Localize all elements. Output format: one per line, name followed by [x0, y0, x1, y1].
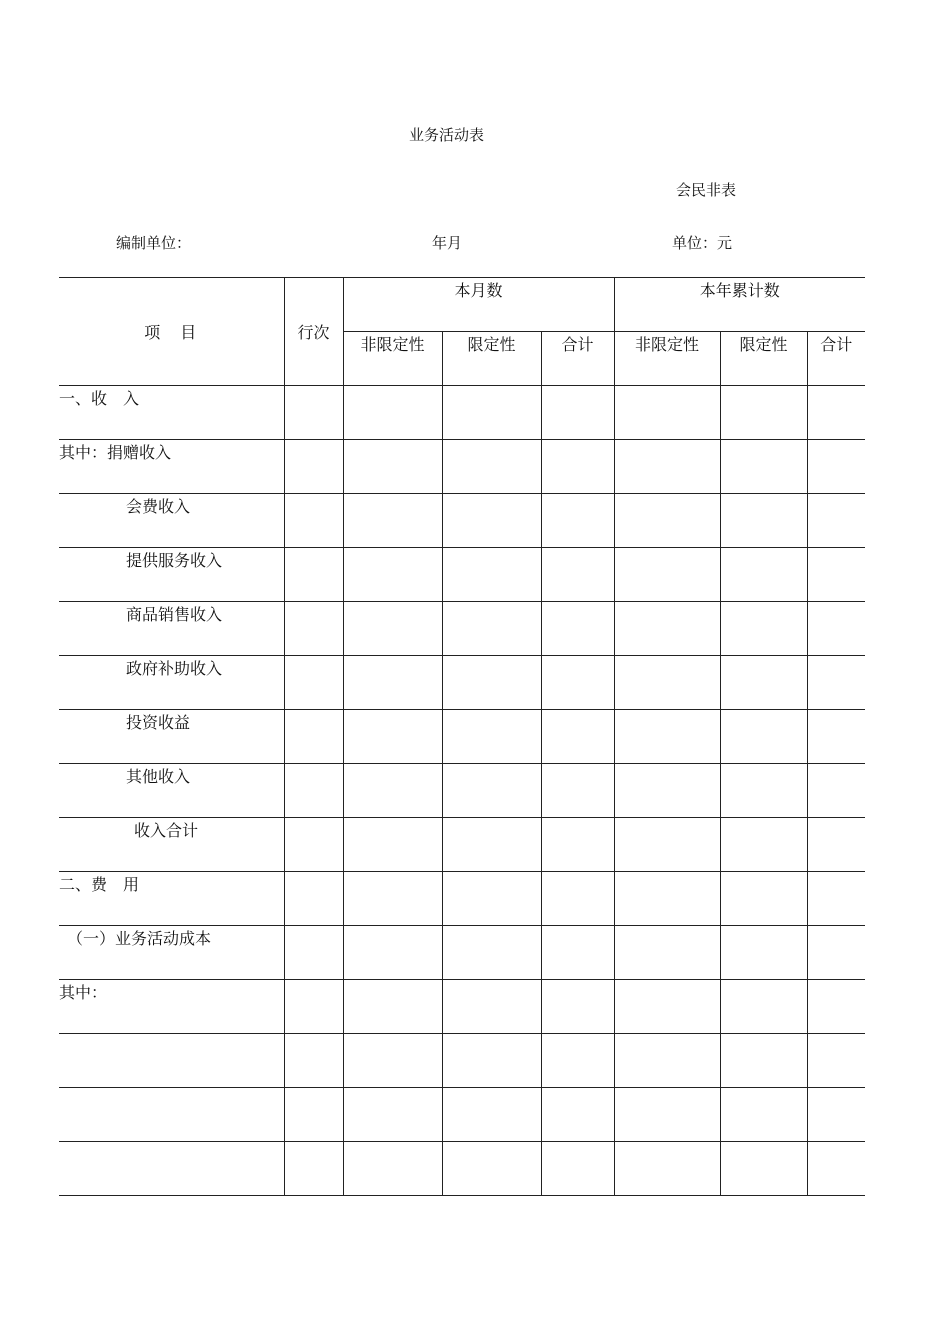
month-total-cell[interactable] [541, 656, 614, 710]
page-title: 业务活动表 [408, 126, 484, 144]
ytd-unrestricted-cell[interactable] [614, 980, 720, 1034]
ytd-unrestricted-cell[interactable] [614, 1088, 720, 1142]
ytd-restricted-cell[interactable] [720, 980, 807, 1034]
ytd-total-cell[interactable] [807, 440, 865, 494]
month-restricted-cell[interactable] [442, 602, 541, 656]
table-body [59, 386, 865, 1196]
header-month-unrestricted: 非限定性 [343, 332, 442, 386]
line-number-cell[interactable] [284, 872, 343, 926]
month-restricted-cell[interactable] [442, 1142, 541, 1196]
ytd-restricted-cell[interactable] [720, 440, 807, 494]
header-month-restricted: 限定性 [442, 332, 541, 386]
month-unrestricted-cell[interactable] [343, 872, 442, 926]
header-year-to-date: 本年累计数 [614, 278, 865, 332]
ytd-total-cell[interactable] [807, 548, 865, 602]
month-restricted-cell[interactable] [442, 440, 541, 494]
ytd-restricted-cell[interactable] [720, 872, 807, 926]
ytd-restricted-cell[interactable] [720, 548, 807, 602]
row-label: 投资收益 [59, 710, 284, 764]
month-unrestricted-cell[interactable] [343, 926, 442, 980]
table-row [59, 980, 865, 1034]
month-unrestricted-cell[interactable] [343, 980, 442, 1034]
month-restricted-cell[interactable] [442, 1034, 541, 1088]
month-total-cell[interactable] [541, 872, 614, 926]
row-label: 提供服务收入 [59, 548, 284, 602]
ytd-total-cell[interactable] [807, 764, 865, 818]
table-row [59, 1034, 865, 1088]
table-row [59, 386, 865, 440]
month-restricted-cell[interactable] [442, 386, 541, 440]
header-month-total: 合计 [541, 332, 614, 386]
ytd-unrestricted-cell[interactable] [614, 710, 720, 764]
ytd-total-cell[interactable] [807, 710, 865, 764]
ytd-total-cell[interactable] [807, 1142, 865, 1196]
ytd-restricted-cell[interactable] [720, 1088, 807, 1142]
month-unrestricted-cell[interactable] [343, 602, 442, 656]
month-unrestricted-cell[interactable] [343, 494, 442, 548]
ytd-unrestricted-cell[interactable] [614, 872, 720, 926]
month-restricted-cell[interactable] [442, 494, 541, 548]
month-total-cell[interactable] [541, 710, 614, 764]
table-row [59, 818, 865, 872]
table-row [59, 710, 865, 764]
ytd-total-cell[interactable] [807, 818, 865, 872]
month-total-cell[interactable] [541, 548, 614, 602]
month-total-cell[interactable] [541, 1034, 614, 1088]
header-item: 项 目 [59, 278, 284, 386]
header-line-number: 行次 [284, 278, 343, 386]
ytd-restricted-cell[interactable] [720, 1034, 807, 1088]
month-total-cell[interactable] [541, 494, 614, 548]
ytd-total-cell[interactable] [807, 980, 865, 1034]
row-label: 其他收入 [59, 764, 284, 818]
ytd-unrestricted-cell[interactable] [614, 1034, 720, 1088]
line-number-cell[interactable] [284, 764, 343, 818]
row-label: 收入合计 [59, 818, 284, 872]
month-unrestricted-cell[interactable] [343, 1034, 442, 1088]
organization-label: 编制单位： [116, 234, 192, 252]
line-number-cell[interactable] [284, 1088, 343, 1142]
period-label: 年月 [432, 234, 463, 252]
header-ytd-total: 合计 [807, 332, 865, 386]
ytd-unrestricted-cell[interactable] [614, 764, 720, 818]
month-restricted-cell[interactable] [442, 980, 541, 1034]
form-code: 会民非表 [676, 181, 737, 199]
unit-label: 单位：元 [672, 234, 733, 252]
row-label: （一）业务活动成本 [59, 926, 284, 980]
ytd-restricted-cell[interactable] [720, 764, 807, 818]
month-restricted-cell[interactable] [442, 818, 541, 872]
ytd-restricted-cell[interactable] [720, 602, 807, 656]
line-number-cell[interactable] [284, 494, 343, 548]
ytd-unrestricted-cell[interactable] [614, 440, 720, 494]
ytd-unrestricted-cell[interactable] [614, 548, 720, 602]
line-number-cell[interactable] [284, 440, 343, 494]
month-unrestricted-cell[interactable] [343, 1142, 442, 1196]
ytd-restricted-cell[interactable] [720, 710, 807, 764]
month-total-cell[interactable] [541, 818, 614, 872]
month-total-cell[interactable] [541, 1142, 614, 1196]
month-unrestricted-cell[interactable] [343, 386, 442, 440]
ytd-unrestricted-cell[interactable] [614, 1142, 720, 1196]
table-row [59, 764, 865, 818]
month-restricted-cell[interactable] [442, 548, 541, 602]
ytd-restricted-cell[interactable] [720, 656, 807, 710]
month-unrestricted-cell[interactable] [343, 818, 442, 872]
month-unrestricted-cell[interactable] [343, 1088, 442, 1142]
row-label: 会费收入 [59, 494, 284, 548]
month-unrestricted-cell[interactable] [343, 440, 442, 494]
ytd-total-cell[interactable] [807, 386, 865, 440]
table-row [59, 548, 865, 602]
line-number-cell[interactable] [284, 1142, 343, 1196]
row-label: 其中： [59, 980, 284, 1034]
month-unrestricted-cell[interactable] [343, 656, 442, 710]
table-row [59, 602, 865, 656]
line-number-cell[interactable] [284, 980, 343, 1034]
ytd-unrestricted-cell[interactable] [614, 926, 720, 980]
ytd-restricted-cell[interactable] [720, 1142, 807, 1196]
month-restricted-cell[interactable] [442, 656, 541, 710]
month-total-cell[interactable] [541, 1088, 614, 1142]
table-row [59, 926, 865, 980]
business-activity-table [59, 277, 865, 1196]
month-total-cell[interactable] [541, 386, 614, 440]
line-number-cell[interactable] [284, 602, 343, 656]
ytd-total-cell[interactable] [807, 1088, 865, 1142]
ytd-total-cell[interactable] [807, 872, 865, 926]
ytd-restricted-cell[interactable] [720, 386, 807, 440]
month-restricted-cell[interactable] [442, 710, 541, 764]
month-restricted-cell[interactable] [442, 926, 541, 980]
month-restricted-cell[interactable] [442, 1088, 541, 1142]
row-label [59, 1142, 284, 1196]
month-unrestricted-cell[interactable] [343, 764, 442, 818]
ytd-restricted-cell[interactable] [720, 494, 807, 548]
header-ytd-restricted: 限定性 [720, 332, 807, 386]
row-label: 政府补助收入 [59, 656, 284, 710]
row-label [59, 1034, 284, 1088]
table-row [59, 440, 865, 494]
line-number-cell[interactable] [284, 926, 343, 980]
ytd-unrestricted-cell[interactable] [614, 386, 720, 440]
header-current-month: 本月数 [343, 278, 614, 332]
month-total-cell[interactable] [541, 764, 614, 818]
line-number-cell[interactable] [284, 386, 343, 440]
ytd-restricted-cell[interactable] [720, 926, 807, 980]
month-restricted-cell[interactable] [442, 764, 541, 818]
header-ytd-unrestricted: 非限定性 [614, 332, 720, 386]
ytd-total-cell[interactable] [807, 926, 865, 980]
row-label [59, 1088, 284, 1142]
ytd-unrestricted-cell[interactable] [614, 818, 720, 872]
line-number-cell[interactable] [284, 1034, 343, 1088]
row-label: 商品销售收入 [59, 602, 284, 656]
row-label: 其中：捐赠收入 [59, 440, 284, 494]
month-unrestricted-cell[interactable] [343, 548, 442, 602]
row-label: 二、费 用 [59, 872, 284, 926]
month-total-cell[interactable] [541, 926, 614, 980]
table-row [59, 1142, 865, 1196]
month-unrestricted-cell[interactable] [343, 710, 442, 764]
row-label: 一、收 入 [59, 386, 284, 440]
table-row [59, 872, 865, 926]
ytd-total-cell[interactable] [807, 494, 865, 548]
table-row [59, 1088, 865, 1142]
line-number-cell[interactable] [284, 710, 343, 764]
ytd-unrestricted-cell[interactable] [614, 494, 720, 548]
table-row [59, 656, 865, 710]
ytd-restricted-cell[interactable] [720, 818, 807, 872]
line-number-cell[interactable] [284, 818, 343, 872]
ytd-unrestricted-cell[interactable] [614, 602, 720, 656]
line-number-cell[interactable] [284, 548, 343, 602]
month-total-cell[interactable] [541, 602, 614, 656]
month-restricted-cell[interactable] [442, 872, 541, 926]
ytd-total-cell[interactable] [807, 1034, 865, 1088]
ytd-total-cell[interactable] [807, 656, 865, 710]
table-row [59, 494, 865, 548]
ytd-total-cell[interactable] [807, 602, 865, 656]
ytd-unrestricted-cell[interactable] [614, 656, 720, 710]
month-total-cell[interactable] [541, 980, 614, 1034]
month-total-cell[interactable] [541, 440, 614, 494]
line-number-cell[interactable] [284, 656, 343, 710]
